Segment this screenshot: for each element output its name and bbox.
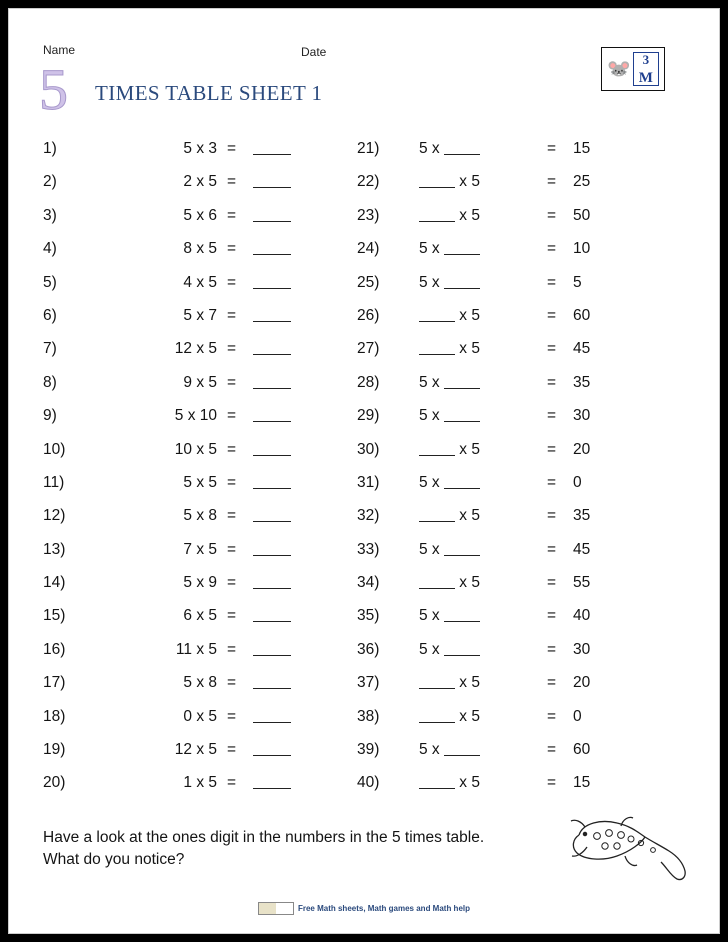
answer-blank[interactable] (444, 642, 480, 656)
logo-number-box (633, 52, 659, 86)
equals-sign: = (227, 640, 237, 658)
problem-answer[interactable] (253, 774, 295, 792)
answer-blank[interactable] (253, 241, 291, 255)
problem-row (43, 237, 343, 270)
problem-index: 6) (43, 306, 57, 324)
equals-sign: = (227, 607, 237, 625)
problem-index: 30) (357, 440, 380, 458)
problem-answer[interactable] (253, 708, 295, 726)
problem-answer[interactable] (253, 307, 295, 325)
answer-blank[interactable] (419, 208, 455, 222)
equals-sign: = (547, 774, 557, 792)
problem-index: 8) (43, 373, 57, 391)
equals-sign: = (547, 473, 557, 491)
answer-blank[interactable] (253, 475, 291, 489)
problem-index: 32) (357, 507, 380, 525)
answer-blank[interactable] (419, 174, 455, 188)
equals-sign: = (547, 741, 557, 759)
problem-answer: 40 (573, 607, 591, 625)
problem-expression: x 5 (419, 307, 537, 325)
answer-blank[interactable] (444, 241, 480, 255)
equals-sign: = (227, 306, 237, 324)
problem-expression: 0 x 5 (183, 707, 217, 725)
problem-index: 25) (357, 273, 380, 291)
answer-blank[interactable] (253, 608, 291, 622)
problem-expression: x 5 (419, 441, 537, 459)
problem-row (357, 438, 657, 471)
problem-index: 19) (43, 741, 66, 759)
equals-sign: = (547, 373, 557, 391)
problem-index: 7) (43, 340, 57, 358)
problem-index: 14) (43, 574, 66, 592)
problem-answer: 20 (573, 674, 591, 692)
problem-row (357, 304, 657, 337)
problem-index: 38) (357, 707, 380, 725)
problem-answer: 60 (573, 306, 591, 324)
problem-answer[interactable] (253, 207, 295, 225)
problem-expression: 5 x (419, 374, 537, 392)
problem-index: 17) (43, 674, 66, 692)
problem-expression: 2 x 5 (183, 173, 217, 191)
equals-sign: = (547, 140, 557, 157)
problem-row (357, 604, 657, 637)
problem-index: 22) (357, 173, 380, 191)
problem-index: 24) (357, 240, 380, 258)
problem-expression: 5 x (419, 741, 537, 759)
equals-sign: = (227, 741, 237, 759)
problem-row (43, 671, 343, 704)
problem-row (357, 738, 657, 771)
problem-expression: x 5 (419, 207, 537, 225)
equals-sign: = (227, 440, 237, 458)
equals-sign: = (547, 674, 557, 692)
problem-answer[interactable] (253, 140, 295, 158)
problem-row (357, 471, 657, 504)
equals-sign: = (227, 273, 237, 291)
logo-letter: M (638, 70, 653, 86)
problem-answer[interactable] (253, 274, 295, 292)
problem-answer: 55 (573, 574, 591, 592)
problem-expression: 5 x 7 (183, 306, 217, 324)
problem-answer[interactable] (253, 741, 295, 759)
equals-sign: = (227, 540, 237, 558)
equals-sign: = (547, 306, 557, 324)
problem-index: 12) (43, 507, 66, 525)
equals-sign: = (547, 273, 557, 291)
problem-expression: 5 x 10 (174, 407, 217, 425)
equals-sign: = (547, 540, 557, 558)
problem-expression: x 5 (419, 574, 537, 592)
problem-row (43, 604, 343, 637)
problem-row (43, 504, 343, 537)
problem-expression: 5 x (419, 474, 537, 492)
problem-index: 21) (357, 140, 380, 157)
problem-answer: 50 (573, 206, 591, 224)
date-label: Date (301, 45, 327, 59)
equals-sign: = (547, 607, 557, 625)
problem-row (357, 538, 657, 571)
credit-text: Free Math sheets, Math games and Math help (297, 904, 471, 913)
problem-row (43, 771, 343, 804)
worksheet-page (8, 8, 720, 934)
problem-row (357, 671, 657, 704)
problem-expression: 5 x 6 (183, 206, 217, 224)
problem-expression: 4 x 5 (183, 273, 217, 291)
problem-row (43, 271, 343, 304)
problem-index: 37) (357, 674, 380, 692)
problem-answer: 35 (573, 373, 591, 391)
problem-answer: 45 (573, 540, 591, 558)
problem-answer: 0 (573, 473, 582, 491)
problem-index: 13) (43, 540, 66, 558)
problem-index: 10) (43, 440, 66, 458)
problem-row (43, 705, 343, 738)
problem-expression: 5 x 8 (183, 674, 217, 692)
problem-index: 27) (357, 340, 380, 358)
answer-blank[interactable] (253, 375, 291, 389)
problem-answer: 30 (573, 407, 591, 425)
problem-row (357, 371, 657, 404)
problem-answer: 25 (573, 173, 591, 191)
problem-expression: 5 x 9 (183, 574, 217, 592)
problem-expression: 5 x (419, 240, 537, 258)
problem-row (43, 137, 343, 170)
problem-index: 23) (357, 206, 380, 224)
answer-blank[interactable] (253, 208, 291, 222)
problem-column-right (357, 137, 657, 805)
answer-blank[interactable] (253, 141, 291, 155)
answer-blank[interactable] (253, 709, 291, 723)
answer-blank[interactable] (444, 608, 480, 622)
equals-sign: = (547, 340, 557, 358)
answer-blank[interactable] (253, 642, 291, 656)
answer-blank[interactable] (253, 442, 291, 456)
problem-answer[interactable] (253, 407, 295, 425)
answer-blank[interactable] (444, 742, 480, 756)
problem-row (43, 538, 343, 571)
page-title: TIMES TABLE SHEET 1 (95, 81, 323, 105)
answer-blank[interactable] (419, 508, 455, 522)
problem-answer[interactable] (253, 173, 295, 191)
problem-row (43, 204, 343, 237)
credit-badge-icon (258, 902, 294, 915)
problem-row (357, 271, 657, 304)
problem-column-left (43, 137, 343, 805)
answer-blank[interactable] (419, 675, 455, 689)
problem-row (43, 738, 343, 771)
problem-answer: 15 (573, 140, 591, 157)
problem-expression: x 5 (419, 173, 537, 191)
answer-blank[interactable] (253, 575, 291, 589)
problem-index: 40) (357, 774, 380, 792)
problem-index: 31) (357, 473, 380, 491)
problem-answer[interactable] (253, 240, 295, 258)
problem-row (357, 237, 657, 270)
problem-index: 35) (357, 607, 380, 625)
equals-sign: = (547, 574, 557, 592)
lizard-icon (561, 809, 691, 895)
problem-index: 9) (43, 407, 57, 425)
equals-sign: = (227, 206, 237, 224)
problem-index: 34) (357, 574, 380, 592)
problem-expression: x 5 (419, 774, 537, 792)
problem-index: 15) (43, 607, 66, 625)
problem-answer: 45 (573, 340, 591, 358)
problem-row (357, 638, 657, 671)
problem-index: 29) (357, 407, 380, 425)
problem-expression: 5 x (419, 607, 537, 625)
problem-row (357, 137, 657, 170)
problem-row (43, 170, 343, 203)
equals-sign: = (547, 407, 557, 425)
answer-blank[interactable] (253, 408, 291, 422)
problem-expression: 5 x (419, 407, 537, 425)
problem-row (43, 371, 343, 404)
problem-row (357, 771, 657, 804)
problem-answer: 20 (573, 440, 591, 458)
problem-answer[interactable] (253, 340, 295, 358)
problem-index: 33) (357, 540, 380, 558)
answer-blank[interactable] (444, 141, 480, 155)
problem-index: 4) (43, 240, 57, 258)
problem-expression: x 5 (419, 507, 537, 525)
equals-sign: = (227, 140, 237, 157)
problem-answer[interactable] (253, 541, 295, 559)
equals-sign: = (227, 340, 237, 358)
problem-expression: 5 x (419, 541, 537, 559)
problem-expression: 12 x 5 (174, 340, 217, 358)
answer-blank[interactable] (253, 542, 291, 556)
equals-sign: = (227, 473, 237, 491)
question-line-1: Have a look at the ones digit in the numbers in the 5 times table. (43, 829, 485, 846)
problem-index: 2) (43, 173, 57, 191)
problem-answer[interactable] (253, 674, 295, 692)
equals-sign: = (547, 507, 557, 525)
problem-answer: 15 (573, 774, 591, 792)
problem-expression: 5 x (419, 641, 537, 659)
problem-answer[interactable] (253, 641, 295, 659)
big-number: 5 (39, 57, 68, 122)
equals-sign: = (227, 774, 237, 792)
problem-row (43, 638, 343, 671)
problem-row (43, 337, 343, 370)
problem-row (43, 438, 343, 471)
problem-answer[interactable] (253, 374, 295, 392)
answer-blank[interactable] (444, 475, 480, 489)
equals-sign: = (547, 707, 557, 725)
answer-blank[interactable] (419, 575, 455, 589)
question-line-2: What do you notice? (43, 851, 185, 868)
answer-blank[interactable] (253, 775, 291, 789)
problem-expression: 5 x (419, 140, 537, 158)
problem-index: 3) (43, 206, 57, 224)
problem-index: 20) (43, 774, 66, 792)
problem-answer: 60 (573, 741, 591, 759)
problem-answer: 5 (573, 273, 582, 291)
problem-answer[interactable] (253, 441, 295, 459)
problem-expression: 12 x 5 (174, 741, 217, 759)
problem-index: 36) (357, 640, 380, 658)
equals-sign: = (547, 206, 557, 224)
problem-expression: 5 x 5 (183, 473, 217, 491)
problem-row (357, 571, 657, 604)
problem-index: 28) (357, 373, 380, 391)
problem-expression: 11 x 5 (175, 640, 217, 658)
problem-row (357, 404, 657, 437)
problem-row (43, 571, 343, 604)
problem-answer: 35 (573, 507, 591, 525)
reflection-question (43, 827, 563, 871)
answer-blank[interactable] (253, 275, 291, 289)
problem-index: 39) (357, 741, 380, 759)
problem-expression: x 5 (419, 708, 537, 726)
problem-answer: 30 (573, 640, 591, 658)
giraffe-icon: 🐭 (607, 58, 631, 80)
problem-index: 11) (43, 473, 65, 491)
problem-row (357, 170, 657, 203)
equals-sign: = (227, 407, 237, 425)
equals-sign: = (227, 707, 237, 725)
problem-row (43, 471, 343, 504)
answer-blank[interactable] (253, 308, 291, 322)
answer-blank[interactable] (253, 675, 291, 689)
problem-expression: 10 x 5 (174, 440, 217, 458)
problem-row (43, 404, 343, 437)
problem-answer: 0 (573, 707, 582, 725)
equals-sign: = (227, 173, 237, 191)
answer-blank[interactable] (444, 408, 480, 422)
answer-blank[interactable] (444, 275, 480, 289)
problem-index: 1) (43, 140, 57, 157)
problem-expression: 8 x 5 (183, 240, 217, 258)
equals-sign: = (227, 373, 237, 391)
answer-blank[interactable] (419, 442, 455, 456)
equals-sign: = (547, 640, 557, 658)
problem-answer[interactable] (253, 607, 295, 625)
problem-answer[interactable] (253, 574, 295, 592)
answer-blank[interactable] (253, 341, 291, 355)
equals-sign: = (547, 173, 557, 191)
name-label: Name (43, 43, 76, 57)
logo-number: 3 (642, 52, 650, 67)
problem-answer: 10 (573, 240, 591, 258)
answer-blank[interactable] (253, 508, 291, 522)
site-logo (601, 47, 665, 91)
problem-index: 26) (357, 306, 380, 324)
credit-line (9, 902, 719, 915)
answer-blank[interactable] (419, 775, 455, 789)
problem-expression: 5 x (419, 274, 537, 292)
problem-row (357, 204, 657, 237)
problem-index: 16) (43, 640, 66, 658)
equals-sign: = (227, 507, 237, 525)
equals-sign: = (547, 240, 557, 258)
equals-sign: = (547, 440, 557, 458)
problem-answer[interactable] (253, 507, 295, 525)
problem-row (43, 304, 343, 337)
problem-expression: x 5 (419, 340, 537, 358)
problem-expression: 6 x 5 (183, 607, 217, 625)
problem-row (357, 504, 657, 537)
answer-blank[interactable] (419, 341, 455, 355)
equals-sign: = (227, 574, 237, 592)
problem-answer[interactable] (253, 474, 295, 492)
problem-expression: 9 x 5 (183, 373, 217, 391)
problem-expression: 5 x 8 (183, 507, 217, 525)
problem-expression: 5 x 3 (183, 140, 217, 157)
problem-row (357, 337, 657, 370)
problem-expression: x 5 (419, 674, 537, 692)
answer-blank[interactable] (444, 375, 480, 389)
answer-blank[interactable] (253, 742, 291, 756)
equals-sign: = (227, 240, 237, 258)
problem-expression: 1 x 5 (183, 774, 217, 792)
problem-index: 5) (43, 273, 57, 291)
problem-expression: 7 x 5 (183, 540, 217, 558)
answer-blank[interactable] (444, 542, 480, 556)
problem-row (357, 705, 657, 738)
answer-blank[interactable] (419, 308, 455, 322)
answer-blank[interactable] (419, 709, 455, 723)
answer-blank[interactable] (253, 174, 291, 188)
problem-index: 18) (43, 707, 66, 725)
equals-sign: = (227, 674, 237, 692)
